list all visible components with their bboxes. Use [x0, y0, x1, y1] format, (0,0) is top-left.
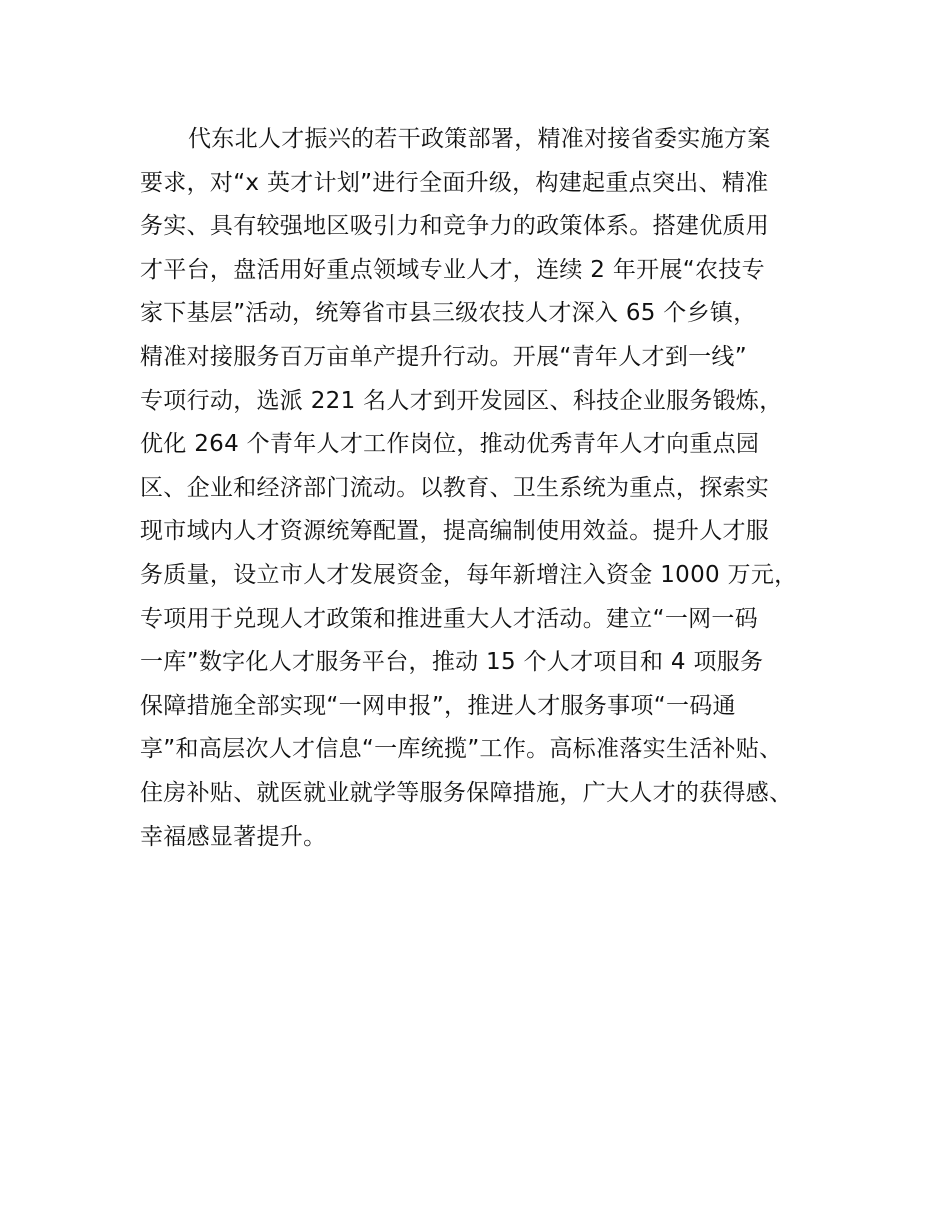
- paragraph-line: 住房补贴、就医就业就学等服务保障措施，广大人才的获得感、: [140, 779, 793, 806]
- paragraph-line: 享”和高层次人才信息“一库统揽”工作。高标准落实生活补贴、: [140, 736, 783, 763]
- paragraph-line: 专项用于兑现人才政策和推进重大人才活动。建立“一网一码: [140, 605, 759, 632]
- paragraph-line: 务实、具有较强地区吸引力和竞争力的政策体系。搭建优质用: [140, 213, 770, 240]
- paragraph-line: 专项行动，选派 221 名人才到开发园区、科技企业服务锻炼，: [140, 387, 783, 414]
- paragraph-line: 代东北人才振兴的若干政策部署，精准对接省委实施方案: [188, 126, 771, 152]
- paragraph-line: 幸福感显著提升。: [140, 823, 327, 850]
- paragraph-line: 务质量，设立市人才发展资金，每年新增注入资金 1000 万元，: [140, 561, 798, 588]
- paragraph-line: 家下基层”活动，统筹省市县三级农技人才深入 65 个乡镇，: [140, 300, 757, 327]
- paragraph-line: 要求，对“x 英才计划”进行全面升级，构建起重点突出、精准: [140, 169, 769, 196]
- paragraph-line: 优化 264 个青年人才工作岗位，推动优秀青年人才向重点园: [140, 431, 760, 458]
- paragraph-line: 精准对接服务百万亩单产提升行动。开展“青年人才到一线”: [140, 343, 747, 370]
- paragraph-line: 一库”数字化人才服务平台，推动 15 个人才项目和 4 项服务: [140, 649, 764, 676]
- paragraph-line: 区、企业和经济部门流动。以教育、卫生系统为重点，探索实: [140, 474, 770, 501]
- paragraph-line: 保障措施全部实现“一网申报”，推进人才服务事项“一码通: [140, 692, 736, 719]
- body-paragraph: [140, 118, 840, 859]
- paragraph-line: 现市域内人才资源统筹配置，提高编制使用效益。提升人才服: [140, 518, 770, 545]
- paragraph-line: 才平台，盘活用好重点领域专业人才，连续 2 年开展“农技专: [140, 256, 765, 283]
